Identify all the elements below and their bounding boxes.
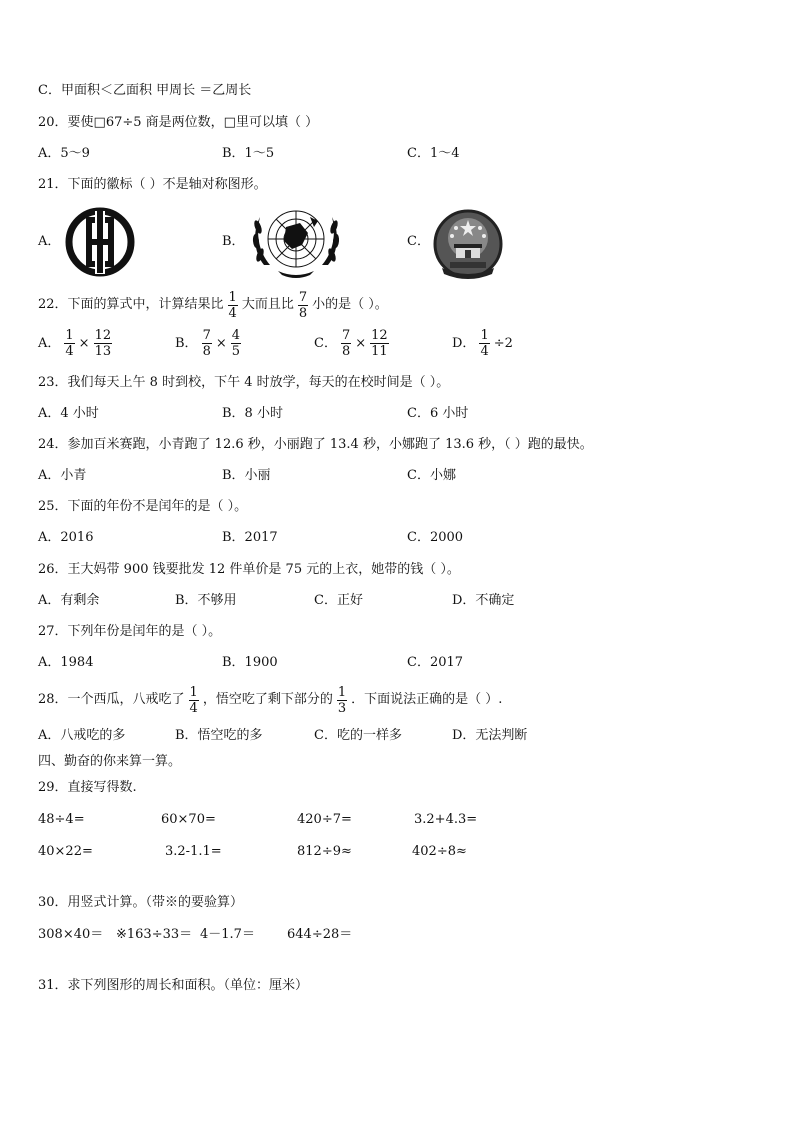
q27-stem: 27．下列年份是闰年的是（ ）。 <box>38 624 222 639</box>
q22-option-a-frac-1 <box>64 328 74 359</box>
q22-stem-part-1: 22．下面的算式中，计算结果比 <box>38 297 224 312</box>
national-emblem-icon <box>432 208 504 280</box>
q29-item: 3.2-1.1= <box>165 844 222 859</box>
frac-den: 11 <box>371 344 388 359</box>
q28-stem-part-1: 28．一个西瓜，八戒吃了 <box>38 692 185 707</box>
q29-stem: 29．直接写得数. <box>38 780 137 795</box>
q21-stem: 21．下面的徽标（ ）不是轴对称图形。 <box>38 177 267 192</box>
q22-option-c-frac-1 <box>341 328 351 359</box>
q22-fraction-1-num: 1 <box>228 289 237 305</box>
frac-num: 12 <box>371 328 388 343</box>
frac-den: 4 <box>65 344 74 359</box>
q24-stem: 24．参加百米赛跑，小青跑了 12.6 秒，小丽跑了 13.4 秒，小娜跑了 13.6 秒，（ ）跑的最快。 <box>38 437 593 452</box>
q22-option-d-frac-1 <box>479 328 489 359</box>
q19-option-c: C．甲面积＜乙面积 甲周长 ＝乙周长 <box>38 83 252 98</box>
frac-num: 1 <box>480 328 489 343</box>
q24-option-a: A．小青 <box>38 468 87 483</box>
q28-option-b: B．悟空吃的多 <box>175 728 263 743</box>
q22-option-a <box>38 328 114 359</box>
q22-option-d-label: D． <box>452 335 476 351</box>
q27-option-b: B．1900 <box>222 655 278 670</box>
q25-option-c: C．2000 <box>407 530 464 545</box>
frac-num: 1 <box>65 328 74 343</box>
q28-stem-part-3: ．下面说法正确的是（ ）. <box>351 692 503 707</box>
q22-fraction-1-den: 4 <box>228 305 237 321</box>
q24-option-c: C．小娜 <box>407 468 456 483</box>
q28-option-a: A．八戒吃的多 <box>38 728 126 743</box>
q29-item: 812÷9≈ <box>297 844 352 859</box>
q29-item: 48÷4= <box>38 812 85 827</box>
q22-fraction-7-8 <box>298 290 308 321</box>
q22-option-a-label: A． <box>38 335 61 351</box>
q28-option-c: C．吃的一样多 <box>314 728 402 743</box>
q23-option-b: B．8 小时 <box>222 406 283 421</box>
un-emblem-icon <box>248 203 344 281</box>
q21-label-c: C． <box>407 234 430 249</box>
frac-den: 4 <box>480 344 489 359</box>
section-4-title: 四、勤奋的你来算一算。 <box>38 754 182 769</box>
q26-option-c: C．正好 <box>314 593 363 608</box>
q25-option-b: B．2017 <box>222 530 278 545</box>
q22-fraction-2-den: 8 <box>298 305 308 321</box>
frac-num: 1 <box>189 684 198 700</box>
q22-fraction-2-num: 7 <box>298 289 308 305</box>
frac-den: 8 <box>202 344 211 359</box>
q22-stem-part-2: 大而且比 <box>241 297 294 312</box>
frac-den: 13 <box>94 344 112 359</box>
q26-option-d: D．不确定 <box>452 593 515 608</box>
q30-stem: 30．用竖式计算。（带※的要验算） <box>38 895 244 910</box>
q22-option-d <box>452 328 513 359</box>
q20-stem: 20．要使□67÷5 商是两位数，□里可以填（ ） <box>38 115 319 130</box>
q22-fraction-1-4 <box>228 290 238 321</box>
q30-item: 644÷28＝ <box>287 927 353 942</box>
frac-num: 7 <box>202 328 211 343</box>
q24-option-b: B．小丽 <box>222 468 271 483</box>
frac-num: 4 <box>231 328 241 343</box>
q30-item: 4－1.7＝ <box>200 927 255 942</box>
frac-num: 7 <box>341 328 351 343</box>
q23-option-c: C．6 小时 <box>407 406 469 421</box>
frac-den: 3 <box>337 700 347 716</box>
q20-option-b: B．1～5 <box>222 146 275 161</box>
q22-option-a-frac-2 <box>94 328 113 359</box>
q20-option-a: A．5～9 <box>38 146 90 161</box>
q27-option-c: C．2017 <box>407 655 464 670</box>
q20-option-c: C．1～4 <box>407 146 460 161</box>
q25-stem: 25．下面的年份不是闰年的是（ ）。 <box>38 499 248 514</box>
q29-item: 402÷8≈ <box>412 844 467 859</box>
operator: × <box>355 335 367 351</box>
frac-den: 5 <box>231 344 241 359</box>
q22-option-b-label: B． <box>175 335 198 351</box>
q29-item: 60×70= <box>161 812 216 827</box>
q27-option-a: A．1984 <box>38 655 94 670</box>
q22-option-b <box>175 328 243 359</box>
q22-option-c-frac-2 <box>370 328 389 359</box>
q22-option-d-tail: ÷2 <box>493 335 513 351</box>
q30-item: ※163÷33＝ <box>116 927 193 942</box>
q23-stem: 23．我们每天上午 8 时到校，下午 4 时放学，每天的在校时间是（ ）。 <box>38 375 450 390</box>
q21-label-a: A． <box>38 234 61 249</box>
frac-num: 12 <box>94 328 112 343</box>
frac-num: 1 <box>337 684 347 700</box>
q26-option-a: A．有剩余 <box>38 593 100 608</box>
q28-stem-part-2: ，悟空吃了剩下部分的 <box>202 692 333 707</box>
q31-stem: 31．求下列图形的周长和面积。（单位：厘米） <box>38 978 309 993</box>
q28-stem <box>38 682 502 718</box>
q30-item: 308×40＝ <box>38 927 104 942</box>
q22-option-b-frac-1 <box>202 328 212 359</box>
q22-option-c <box>314 328 391 359</box>
q26-stem: 26．王大妈带 900 钱要批发 12 件单价是 75 元的上衣，她带的钱（ ）。 <box>38 562 460 577</box>
frac-den: 8 <box>341 344 351 359</box>
q29-item: 420÷7= <box>297 812 352 827</box>
q28-fraction-1-3 <box>337 685 347 716</box>
operator: × <box>78 335 90 351</box>
frac-den: 4 <box>189 700 198 716</box>
q22-stem <box>38 287 388 323</box>
q23-option-a: A．4 小时 <box>38 406 99 421</box>
q28-fraction-1-4 <box>189 685 199 716</box>
q22-stem-part-3: 小的是（ ）。 <box>312 297 388 312</box>
q25-option-a: A．2016 <box>38 530 94 545</box>
q26-option-b: B．不够用 <box>175 593 237 608</box>
q29-item: 3.2+4.3= <box>414 812 478 827</box>
operator: × <box>215 335 227 351</box>
q28-option-d: D．无法判断 <box>452 728 528 743</box>
bank-emblem-icon <box>64 206 136 278</box>
q21-label-b: B． <box>222 234 245 249</box>
q29-item: 40×22= <box>38 844 93 859</box>
q22-option-c-label: C． <box>314 335 337 351</box>
q22-option-b-frac-2 <box>231 328 241 359</box>
